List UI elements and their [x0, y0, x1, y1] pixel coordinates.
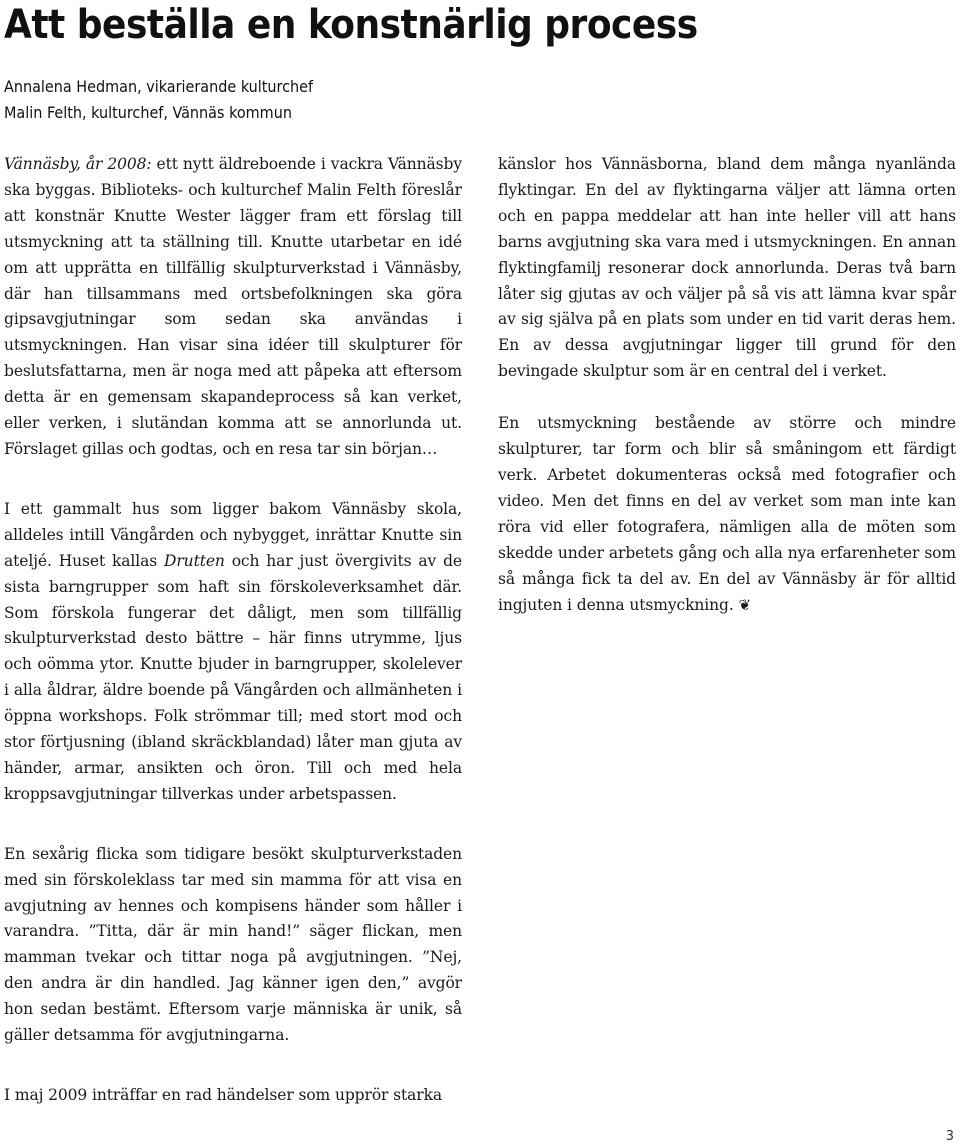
left-column — [4, 152, 462, 1109]
author-line: Malin Felth, kulturchef, Vännäs kommun — [4, 103, 292, 122]
drutten-name: Drutten — [164, 551, 225, 570]
paragraph-artwork — [498, 411, 956, 618]
end-ornament-icon: ❦ — [738, 595, 751, 614]
right-column — [498, 152, 956, 618]
paragraph-studio — [4, 497, 462, 808]
artwork-text: En utsmyckning bestående av större och mindre skulpturer, tar form och blir så småningom ett färdigt verk. Arbetet dokumenteras också med fotografier och video. Men det finns en del av verket som man inte kan röra vid eller fotografera, nämligen alla de möten som skedde under arbetets gång och alla nya erfarenheter som så många fick ta del av. En del av Vännäsby är för alltid ingjuten i denna utsmyckning. — [498, 414, 956, 614]
paragraph-may-2009: I maj 2009 inträffar en rad händelser som upprör starka — [4, 1086, 443, 1104]
intro-text: ett nytt äldreboende i vackra Vännäsby ska byggas. Biblioteks- och kulturchef Malin Felth föreslår att konstnär Knutte Wester lägger fram ett förslag till utsmyckning att ta ställning till. Knutte utarbetar en idé om att upprätta en tillfällig skulpturverkstad i Vännäsby, där han tillsammans med ortsbefolkningen ska göra gipsavgjutningar som sedan ska användas i utsmyckningen. Han visar sina idéer till skulpturer för beslutsfattarna, men är noga med att påpeka att eftersom detta är en gemensam skapandeprocess så kan verket, eller verken, i slutändan komma att se annorlunda ut. Förslaget gillas och godtas, och en resa tar sin början… — [4, 155, 462, 458]
intro-lead: Vännäsby, år 2008: — [4, 155, 152, 173]
page-number: 3 — [945, 1129, 954, 1144]
studio-text-2: och har just övergivits av de sista barngrupper som haft sin förskoleverksamhet där. Som förskola fungerar det dåligt, men som tillfällig skulpturverkstad desto bättre – här finns utrymme, ljus och oömma ytor. Knutte bjuder in barngrupper, skolelever i alla åldrar, äldre boende på Vängården och allmänheten i öppna workshops. Folk strömmar till; med stort mod och stor förtjusning (ibland skräckblandad) låter man gjuta av händer, armar, ansikten och öron. Till och med hela kroppsavgjutningar tillverkas under arbetspassen. — [4, 551, 462, 803]
page-title: Att beställa en konstnärlig process — [4, 2, 698, 48]
paragraph-intro — [4, 152, 462, 463]
paragraph-girl-anecdote: En sexårig flicka som tidigare besökt skulpturverkstaden med sin förskoleklass tar med sin mamma för att visa en avgjutning av hennes och kompisens händer som håller i varandra. ”Titta, där är min hand!” säger flickan, men mamman tvekar och tittar noga på avgjutningen. ”Nej, den andra är din handled. Jag känner igen den,” avgör hon sedan bestämt. Eftersom varje människa är unik, så gäller detsamma för avgjutningarna. — [4, 844, 462, 1045]
author-byline — [4, 74, 313, 126]
author-line: Annalena Hedman, vikarierande kulturchef — [4, 77, 314, 96]
studio-text-1: I ett gammalt hus som ligger bakom Vännäsby skola, alldeles intill Vängården och nybygget, inrättar Knutte sin ateljé. Huset kallas — [4, 499, 462, 570]
paragraph-refugees: känslor hos Vännäsborna, bland dem många nyanlända flyktingar. En del av flyktingarna väljer att lämna orten och en pappa meddelar att han inte heller vill att hans barns avgjutning ska vara med i utsmyckningen. En annan flyktingfamilj resonerar dock annorlunda. Deras två barn låter sig gjutas av och väljer på så vis att lämna kvar spår av sig själva på en plats som under en tid varit deras hem. En av dessa avgjutningar ligger till grund för den bevingade skulptur som är en central del i verket. — [498, 155, 956, 381]
